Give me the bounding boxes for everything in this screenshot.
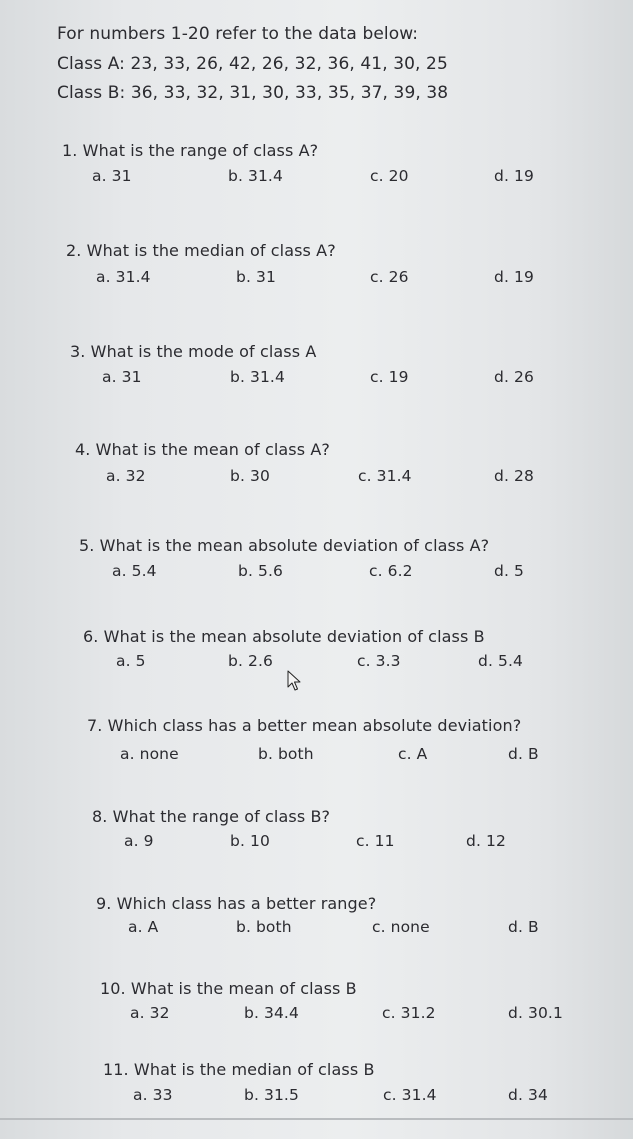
q7-option-a: a. none [120,745,179,763]
q2-option-a: a. 31.4 [96,268,151,286]
q8-option-d: d. 12 [466,832,506,850]
question-10: 10. What is the mean of class B [100,979,357,998]
q11-option-d: d. 34 [508,1086,548,1104]
q11-option-c: c. 31.4 [383,1086,437,1104]
q1-option-d: d. 19 [494,167,534,185]
q5-option-b: b. 5.6 [238,562,283,580]
q1-option-a: a. 31 [92,167,132,185]
q4-option-a: a. 32 [106,467,146,485]
q2-option-b: b. 31 [236,268,276,286]
q3-option-c: c. 19 [370,368,409,386]
q9-option-d: d. B [508,918,539,936]
question-3: 3. What is the mode of class A [70,342,317,361]
q10-option-c: c. 31.2 [382,1004,436,1022]
q6-option-b: b. 2.6 [228,652,273,670]
question-4: 4. What is the mean of class A? [75,440,330,459]
q5-option-d: d. 5 [494,562,524,580]
q1-option-b: b. 31.4 [228,167,283,185]
class-b-data: Class B: 36, 33, 32, 31, 30, 33, 35, 37, 39, 38 [57,83,449,103]
q2-option-d: d. 19 [494,268,534,286]
q5-option-a: a. 5.4 [112,562,157,580]
question-6: 6. What is the mean absolute deviation of class B [83,627,485,646]
question-7: 7. Which class has a better mean absolute deviation? [87,716,522,735]
q6-option-a: a. 5 [116,652,146,670]
q10-option-a: a. 32 [130,1004,170,1022]
q6-option-d: d. 5.4 [478,652,523,670]
class-a-data: Class A: 23, 33, 26, 42, 26, 32, 36, 41, 30, 25 [57,54,448,74]
q7-option-b: b. both [258,745,314,763]
question-8: 8. What the range of class B? [92,807,331,826]
q4-option-b: b. 30 [230,467,270,485]
q11-option-a: a. 33 [133,1086,173,1104]
q4-option-d: d. 28 [494,467,534,485]
q8-option-a: a. 9 [124,832,154,850]
q7-option-d: d. B [508,745,539,763]
q3-option-b: b. 31.4 [230,368,285,386]
question-5: 5. What is the mean absolute deviation of class A? [79,536,490,555]
q9-option-b: b. both [236,918,292,936]
question-11: 11. What is the median of class B [103,1060,375,1079]
q3-option-a: a. 31 [102,368,142,386]
q9-option-a: a. A [128,918,159,936]
q9-option-c: c. none [372,918,430,936]
q4-option-c: c. 31.4 [358,467,412,485]
q5-option-c: c. 6.2 [369,562,413,580]
q1-option-c: c. 20 [370,167,409,185]
q8-option-b: b. 10 [230,832,270,850]
question-1: 1. What is the range of class A? [62,141,319,160]
q2-option-c: c. 26 [370,268,409,286]
q7-option-c: c. A [398,745,428,763]
q3-option-d: d. 26 [494,368,534,386]
q10-option-d: d. 30.1 [508,1004,563,1022]
page-bottom-edge [0,1118,633,1120]
q11-option-b: b. 31.5 [244,1086,299,1104]
mouse-pointer-icon [287,670,301,692]
question-9: 9. Which class has a better range? [96,894,377,913]
q6-option-c: c. 3.3 [357,652,401,670]
intro-heading: For numbers 1-20 refer to the data below: [57,24,419,44]
q10-option-b: b. 34.4 [244,1004,299,1022]
question-2: 2. What is the median of class A? [66,241,336,260]
q8-option-c: c. 11 [356,832,395,850]
